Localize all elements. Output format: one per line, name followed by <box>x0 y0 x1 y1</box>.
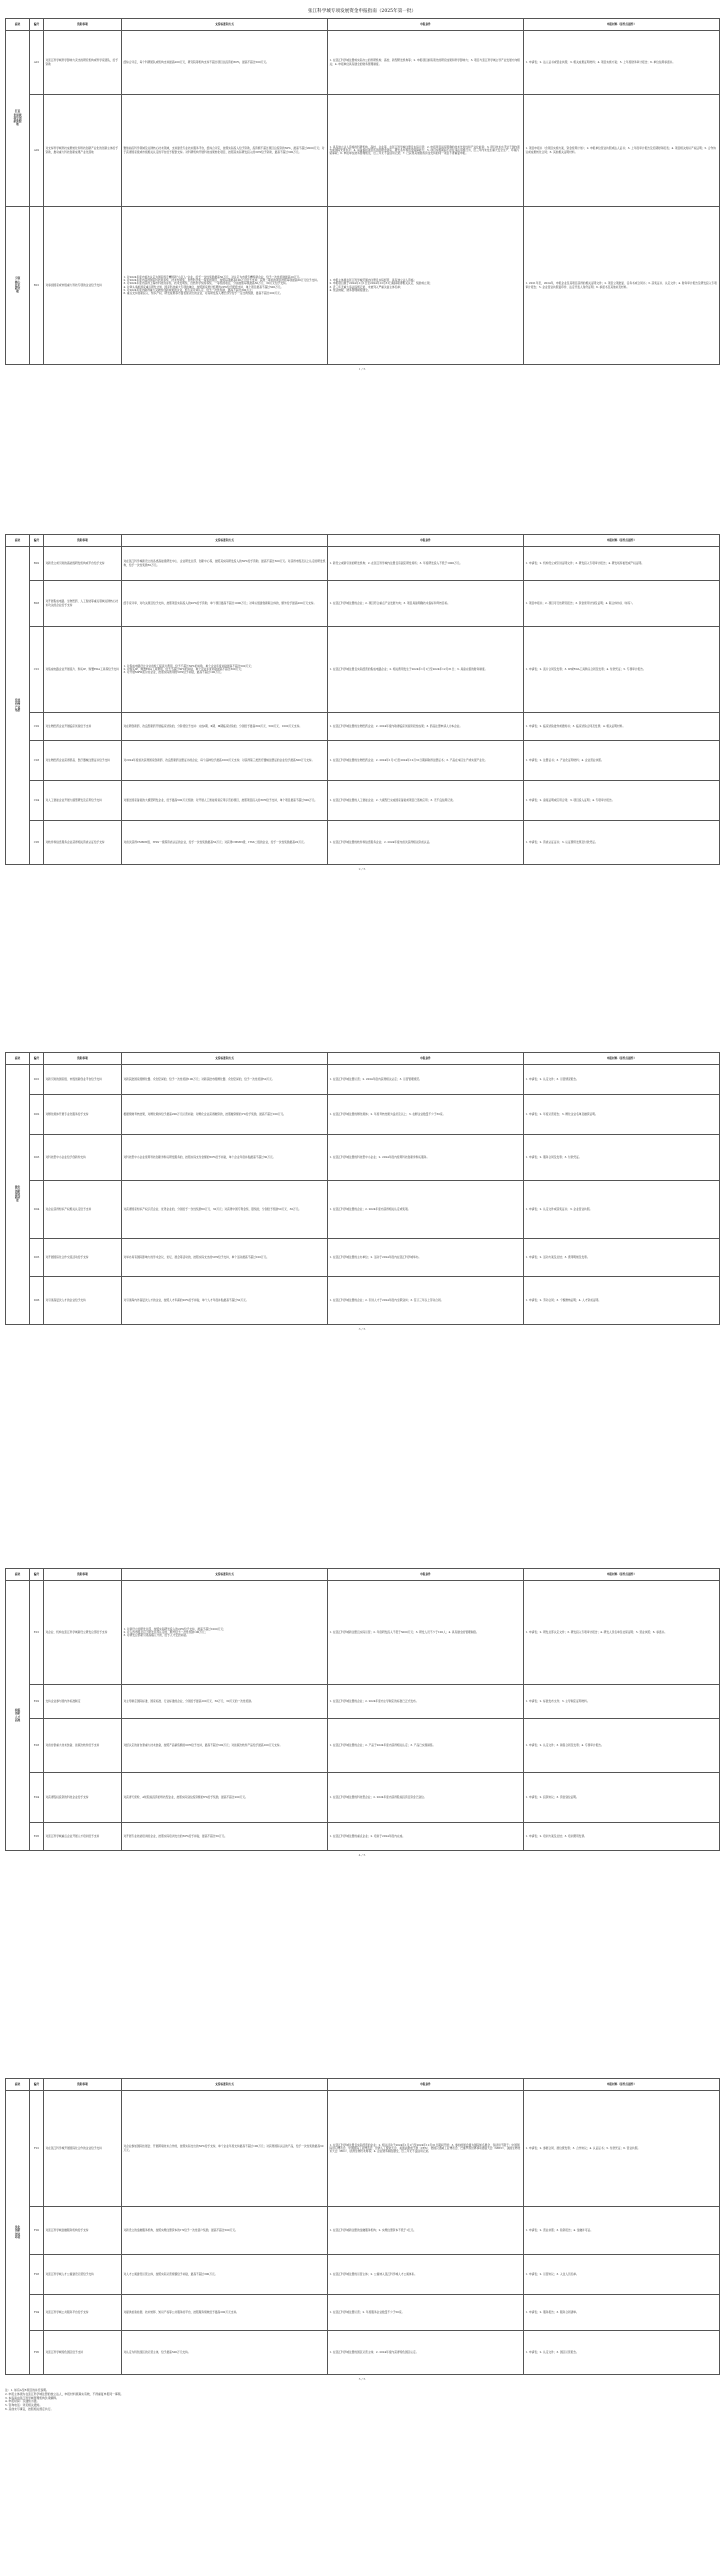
item-code: D05 <box>30 1239 44 1277</box>
item-code: E02 <box>30 1685 44 1719</box>
column-header: 资助事项 <box>44 535 122 547</box>
item-code: F02 <box>30 2207 44 2255</box>
item-code: D03 <box>30 1135 44 1181</box>
eligibility: 1. 在张江科学城注册运营；2. 年度服务企业数量不少于50家。 <box>328 2295 524 2331</box>
item-title: 对新设立或引进的高能级研发机构或平台给予支持 <box>44 547 122 581</box>
eligibility: 1. 在张江科学城注册的主办单位；2. 活动于2024年度内在张江科学城举办。 <box>328 1239 524 1277</box>
eligibility: 1. 在张江科学城注册运营；2. 2024年度内获得相关认定；3. 运营管理规范。 <box>328 1065 524 1095</box>
materials: 1. 项目申报书；2. 项目可行性研究报告；3. 资金使用计划及证明；4. 联合体协议（如有）。 <box>524 581 720 627</box>
eligibility: 1. 在张江科学城新注册的金融服务机构；2. 实缴注册资本不低于1亿元。 <box>328 2207 524 2255</box>
eligibility: 1. 在张江科学城新注册且实际运营；2. 年度研发投入不低于5000万元；3. 研发人员不少于100人；4. 具有健全的管理制度。 <box>328 1581 524 1685</box>
table-row <box>6 1095 720 1135</box>
item-title: 对开展集成电路、生物医药、人工智能等重点领域关键核心技术攻关的企业给予支持 <box>44 581 122 627</box>
support-standard: 对在张江科学城新设立的各类高能级研发中心、企业研发总部、创新中心等，按照其实际研发投入的30%给予资助，最高不超过500万元。对获得市级及以上认定的研发机构，给予一次性奖励50万元。 <box>122 547 328 581</box>
funding-table <box>5 1052 720 1325</box>
materials: 1. 项目申报书（含项目实施方案、资金使用计划）；2. 申报单位营业执照或法人证书；3. 上年度审计报告及近期财务报表；4. 项目相关知识产权证明；5. 合作协议或成果转化合同；6. 其他相关证明材料。 <box>524 95 720 207</box>
item-title: 对生物医药企业获得药品、医疗器械注册证书给予支持 <box>44 741 122 781</box>
table-row <box>6 741 720 781</box>
item-code: E01 <box>30 1581 44 1685</box>
table-row <box>6 1065 720 1095</box>
table-row <box>6 713 720 741</box>
item-title: 对张江科学城特色园区给予支持 <box>44 2331 122 2375</box>
item-title: 对开展国际化合作交流活动给予支持 <box>44 1239 122 1277</box>
table-row <box>6 781 720 821</box>
support-standard: 对通过国家备案的大模型研发企业，给予最高500万元奖励；对开展人工智能场景应用示范的项目，按照项目投入的30%给予支持，单个项目最高不超过300万元。 <box>122 781 328 821</box>
item-code: A01 <box>30 31 44 95</box>
section-label: 优化 创新 创业 环境 <box>6 2091 30 2375</box>
item-title: 对科技型中小企业给予创新券支持 <box>44 1135 122 1181</box>
materials: 1. 申请表；2. 服务合同及发票；3. 付款凭证。 <box>524 1135 720 1181</box>
eligibility: 1. 在张江科学城注册的园区运营主体；2. 2024年度内获得特色园区认定。 <box>328 2331 524 2375</box>
support-standard: 经综合评定，每个科研团队或机构支持最高200万元，研究院等机构支持不超过项目总投资的30%，最高不超过500万元。 <box>122 31 328 95</box>
section-label: 激发 创新 创业 新动 能 <box>6 1065 30 1325</box>
column-header: 支持标准和方式 <box>122 535 328 547</box>
item-title: 对新引进的国家级、市级创新创业平台给予支持 <box>44 1065 122 1095</box>
funding-table <box>5 2078 720 2375</box>
section-label: 发展 高端 产业 集群 <box>6 547 30 865</box>
item-code: F03 <box>30 2255 44 2295</box>
item-title: 对张江科学城科学影响力突出的研究机构或科学家团队，给予资助 <box>44 31 122 95</box>
support-standard: 对提供检验检测、技术转移、知识产权等公共服务的平台，按照服务绩效给予最高200万元支持。 <box>122 2295 328 2331</box>
table-row <box>6 1581 720 1685</box>
eligibility: 1. 在张江科学城注册的企业；2. 项目符合重点产业发展方向；3. 项目具备明确技术指标和考核目标。 <box>328 581 524 627</box>
item-code: D02 <box>30 1095 44 1135</box>
column-header: 申报材料（原件扫描件） <box>524 2079 720 2091</box>
eligibility: 1. 在张江科学城注册的企业；2. 2024年度内主导制定的标准已正式发布。 <box>328 1685 524 1719</box>
table-row <box>6 2255 720 2295</box>
eligibility: 1. 在张江科学城注册的孵化载体；2. 年度考核结果为良好及以上；3. 在孵企业数量不少于30家。 <box>328 1095 524 1135</box>
footnote-line: 4. 申报时间：以通知为准。 <box>5 2399 40 2404</box>
support-standard: 对经认定的首台套重大技术装备，按照产品销售额的20%给予支持，最高不超过500万元；对首版次软件产品给予最高100万元支持。 <box>122 1719 328 1773</box>
item-code: E05 <box>30 1823 44 1851</box>
item-code: E04 <box>30 1773 44 1823</box>
support-standard: 1. 对新设立的研发总部，按照实际研发投入的20%给予支持，最高不超过1000万元； 2. 对入选市级及以上研发总部认定的，额外给予一次性奖励100万元； 3. 对研发总部新引进高端人才的，给予人才安居补贴。 <box>122 1581 328 1685</box>
eligibility: 1. 在张江科学城注册的科技型中小企业；2. 2024年度内使用科技创新券购买服务。 <box>328 1135 524 1181</box>
column-header: 资助事项 <box>44 19 122 31</box>
page-number: 4 / 5 <box>358 1853 366 1857</box>
eligibility: 1. 在张江科学城注册的重点企业；2. 培训于2024年度内完成。 <box>328 1823 524 1851</box>
eligibility: 1. 在张江科学城注册的生物医药企业；2. 2024年1月1日至2024年12月31日期间取得注册证书；3. 产品在本区生产或实现产业化。 <box>328 741 524 781</box>
support-standard: 对企业参加国际性展会、开展跨境技术合作的，按照实际支出的50%给予支持，单个企业年度支持最高不超过100万元；对获得国际认证的产品，给予一次性奖励最高30万元。 <box>122 2091 328 2207</box>
item-title: 对在张江科学城开展国际化合作的企业给予支持 <box>44 2091 122 2207</box>
item-code: C04 <box>30 781 44 821</box>
item-title: 对张江科学城金融服务机构给予支持 <box>44 2207 122 2255</box>
table-header-row <box>6 535 720 547</box>
eligibility: 1. 在张江科学城注册且实际经营的企业；2. 相关活动于2024年1月1日至2024年12月31日期间开展；3. 参加的展会须为国际知名展会，包括但不限于：中国国际进口博览会、中国国际工业博览会、世界人工智能大会、美国消费电子展（CES）、德国汉诺威工业博览会、巴塞罗那世界移动通信大会（MWC）、美国生物技术大会（BIO）、欧洲生物技术周等；4. 企业财务制度健全，近三年无不良信用记录。 <box>328 2091 524 2207</box>
support-standard: 对认定为特色园区的运营主体，给予最高500万元支持。 <box>122 2331 328 2375</box>
eligibility: 1. 在张江科学城注册的人工智能企业；2. 大模型已完成国家备案或项目已落地应用；3. 无不良信用记录。 <box>328 781 524 821</box>
item-title: 对引进高层次人才的企业给予支持 <box>44 1277 122 1325</box>
materials: 1. 申请表；2. 注册证书；3. 产业化证明材料；4. 企业营业执照。 <box>524 741 720 781</box>
column-header: 支持标准和方式 <box>122 2079 328 2091</box>
item-title: 对企业、机构在张江科学城新设立研发总部给予支持 <box>44 1581 122 1685</box>
materials: 1. 申请表；2. 认定文件；3. 园区运营报告。 <box>524 2331 720 2375</box>
item-code: B01 <box>30 207 44 365</box>
table-row <box>6 581 720 627</box>
footnote-line: 6. 其他未尽事宜，按照相关规定执行。 <box>5 2406 54 2411</box>
support-standard: 经专家评审，对攻关项目给予支持，按照项目实际投入的20%给予资助，单个项目最高不超过1000万元；对牵头组建创新联合体的，额外给予最高200万元支持。 <box>122 581 328 627</box>
support-standard: 聚焦前沿科学领域及关键核心技术领域，支持建设专业技术服务平台，经综合评定，按照实际投入给予资助，投资额不超过项目总投资的30%，最高不超过2000万元；对于获得国家级或市级相关认定的平台给予配套支持。对科研机构开展科技成果转化项目，按照其实际研发投入的30%给予资助，最高不超过300万元。 <box>122 95 328 207</box>
column-header: 支持标准和方式 <box>122 19 328 31</box>
table-row <box>6 627 720 713</box>
item-code: F05 <box>30 2331 44 2375</box>
materials: 1. 申请表；2. 标准发布文件；3. 主导制定证明材料。 <box>524 1685 720 1719</box>
column-header: 支持标准和方式 <box>122 1569 328 1581</box>
materials: 1. 申请表；2. 活动方案及总结；3. 费用明细及发票。 <box>524 1239 720 1277</box>
item-title: 对获得股权投资的科技企业给予支持 <box>44 1773 122 1823</box>
item-code: C05 <box>30 821 44 865</box>
table-row <box>6 821 720 865</box>
table-row <box>6 31 720 95</box>
table-header-row <box>6 19 720 31</box>
item-title: 对集成电路企业开展流片、购买IP、购置EDA工具等给予支持 <box>44 627 122 713</box>
section-label: 打造 世界级 科学创 新策源 地 <box>6 31 30 207</box>
column-header: 申报材料（原件扫描件） <box>524 535 720 547</box>
table-row <box>6 2331 720 2375</box>
support-standard: 对人才公寓建设运营主体，按照实际运营规模给予补贴，最高不超过300万元。 <box>122 2255 328 2295</box>
table-row <box>6 1181 720 1239</box>
table-row <box>6 1277 720 1325</box>
footnote-line: 2. 申报主体须为在张江科学城注册的独立法人，申报材料须真实有效，不得重复申报同一事项。 <box>5 2391 124 2396</box>
column-header: 申报材料（原件扫描件） <box>524 19 720 31</box>
table-row <box>6 1135 720 1181</box>
item-code: D06 <box>30 1277 44 1325</box>
column-header: 申报条件 <box>328 19 524 31</box>
funding-table <box>5 1568 720 1851</box>
item-title: 对软件和信息服务企业获得相关资质认证给予支持 <box>44 821 122 865</box>
materials: 1. 申请表；2. 临床试验批件或通知书；3. 临床试验合同及发票；4. 相关证明材料。 <box>524 713 720 741</box>
eligibility: 1. 申报主体须在张江科学城范围内注册且实际经营，具有独立法人资格； 2. 申报项目须于2024年1月1日至2024年12月31日期间取得相关认定、奖励或立项； 3. 近三年无重大违法违规记录、未被列入严重失信主体名单； 4. 依法纳税，财务管理制度健全。 <box>328 207 524 365</box>
column-header: 编号 <box>30 2079 44 2091</box>
column-header: 申报条件 <box>328 535 524 547</box>
table-row <box>6 547 720 581</box>
item-code: D01 <box>30 1065 44 1095</box>
footnote-line: 注：1. 如有A至E项目的补充说明。 <box>5 2388 49 2392</box>
table-row <box>6 2207 720 2255</box>
column-header: 申报条件 <box>328 1053 524 1065</box>
item-code: A02 <box>30 95 44 207</box>
support-standard: 对新获批国家级孵化器、众创空间的，给予一次性奖励100万元；对新获批市级孵化器、众创空间的，给予一次性奖励50万元。 <box>122 1065 328 1095</box>
table-header-row <box>6 2079 720 2091</box>
table-row <box>6 2295 720 2331</box>
page-number: 5 / 5 <box>358 2377 366 2381</box>
item-code: D04 <box>30 1181 44 1239</box>
support-standard: 对开展专业技能培训的企业，按照实际培训支出的50%给予补贴，最高不超过50万元。 <box>122 1823 328 1851</box>
item-title: 对张江科学城人才公寓建设运营给予支持 <box>44 2255 122 2295</box>
materials: 1. 申请表；2. 营业执照；3. 验资报告；4. 金融许可证。 <box>524 2207 720 2255</box>
materials: 1. 申请表；2. 劳动合同；3. 个税缴纳证明；4. 人才资质证明。 <box>524 1277 720 1325</box>
item-code: C02 <box>30 713 44 741</box>
column-header: 板块 <box>6 1569 30 1581</box>
section-label: 引领 核心 技术 新突 破 <box>6 207 30 365</box>
funding-table <box>5 534 720 865</box>
item-code: C03 <box>30 741 44 781</box>
support-standard: 对新设立的金融服务机构，按照实缴注册资本的1%给予一次性落户奖励，最高不超过500万元。 <box>122 2207 328 2255</box>
table-row <box>6 207 720 365</box>
item-title: 对承担国家或市级重大科技专项的企业给予支持 <box>44 207 122 365</box>
page-number: 3 / 5 <box>358 1327 366 1331</box>
table-header-row <box>6 1569 720 1581</box>
item-title: 对首台套重大技术装备、首版次软件给予支持 <box>44 1719 122 1773</box>
support-standard: 对获得天使轮、A轮股权投资的科技型企业，按照实际到位投资额的5%给予奖励，最高不超过200万元。 <box>122 1773 328 1823</box>
support-standard: 根据绩效考核结果，对孵化载体给予最高200万元运营补贴；对孵化企业获得融资的，按照融资额的1%给予奖励，最高不超过100万元。 <box>122 1095 328 1135</box>
support-standard: 对在研创新药、改良型新药开展临床试验的，分阶段给予支持：完成Ⅰ期、Ⅱ期、Ⅲ期临床试验的，分别给予最高300万元、500万元、1000万元支持。 <box>122 713 328 741</box>
table-row <box>6 1719 720 1773</box>
materials: 1. 申请表；2. 投资协议；3. 资金到位证明。 <box>524 1773 720 1823</box>
eligibility: 1. 在张江科学城注册的软件和信息服务企业；2. 2024年度内首次获得相关资质认证。 <box>328 821 524 865</box>
table-row <box>6 2091 720 2207</box>
table-row <box>6 1823 720 1851</box>
table-row <box>6 95 720 207</box>
column-header: 申报材料（原件扫描件） <box>524 1569 720 1581</box>
materials: 1. 申请表；2. 资质认证证书；3. 认证费用发票及付款凭证。 <box>524 821 720 865</box>
materials: 1. 申请表；2. 认定文件；3. 运营情况报告。 <box>524 1065 720 1095</box>
item-title: 对企业获得知识产权相关认定给予支持 <box>44 1181 122 1239</box>
table-row <box>6 1773 720 1823</box>
materials: 1. 申请表；2. 流片合同及发票；3. IP或EDA工具购买合同及发票；4. 付款凭证；5. 专项审计报告。 <box>524 627 720 713</box>
eligibility: 1. 新设立或新引进的研发机构；2. 在张江科学城内注册且有固定研发场所；3. 年度研发投入不低于1000万元。 <box>328 547 524 581</box>
eligibility: 1. 具有独立法人资格的科研机构、高校、企业等，在张江科学城注册且实际运营；2. 申报项目具有明确的技术先进性和产业化前景；3. 项目技术水平处于国内领先或国际先进水平；4. 具备承担项目所需的研发团队、研发条件和资金保障能力；5. 项目实施期间不存在违法违规行为，近三年内未发生重大安全生产、环境污染事故；6. 申报单位财务管理规范，近三年无不良信用记录；7. 已获得其他财政资金支持的同一项目不得重复申报。 <box>328 95 524 207</box>
support-standard: 对引进海内外高层次人才的企业，按照人才年薪的20%给予补贴，单个人才年度补贴最高不超过50万元。 <box>122 1277 328 1325</box>
item-code: C01 <box>30 627 44 713</box>
support-standard: 1. 对集成电路设计企业首轮工程流片费用，给予不超过30%的补贴，单个企业年度补贴最高不超过500万元； 2. 对购买IP、购置EDA工具费用，给予不超过30%的补贴，单个企业年度补贴最高不超过300万元； 3. 对开展MPW流片的企业，按照实际费用的50%给予补贴，最高不超过100万元。 <box>122 627 328 713</box>
item-title: 对张江科学城公共服务平台给予支持 <box>44 2295 122 2331</box>
item-code: F04 <box>30 2295 44 2331</box>
item-title: 对张江科学城重点企业开展人才培训给予支持 <box>44 1823 122 1851</box>
table-row <box>6 1239 720 1277</box>
column-header: 申报材料（原件扫描件） <box>524 1053 720 1065</box>
item-title: 对支持科学城科技成果转化和科技创新产业化的创新主体给予资助，推动重大科技创新成果产业化落地 <box>44 95 122 207</box>
materials: 1. 申请表；2. 服务报告；3. 服务合同清单。 <box>524 2295 720 2331</box>
table-header-row <box>6 1053 720 1065</box>
column-header: 编号 <box>30 535 44 547</box>
eligibility: 1. 在张江科学城注册的运营主体；2. 公寓纳入张江科学城人才公寓体系。 <box>328 2255 524 2295</box>
eligibility: 1. 在张江科学城注册的企业；2. 引进人才于2024年度内全职到岗；3. 签订三年以上劳动合同。 <box>328 1277 524 1325</box>
materials: 1. 申请表；2. 法人证书或营业执照；3. 相关成果证明材料；4. 项目实施方案；5. 上年度财务审计报告；6. 单位信用承诺书。 <box>524 31 720 95</box>
item-code: B03 <box>30 581 44 627</box>
item-title: 支持企业参与国内外标准制定 <box>44 1685 122 1719</box>
column-header: 申报条件 <box>328 1569 524 1581</box>
materials: 1. 申请表；2. 机构设立或引进证明文件；3. 研发投入专项审计报告；4. 研发场所租赁或产权证明。 <box>524 547 720 581</box>
materials: 1. 申请表；2. 培训方案及总结；3. 培训费用发票。 <box>524 1823 720 1851</box>
materials: 1. 申请表；2. 参展合同、展位费发票；3. 合作协议；4. 认证证书；5. 付款凭证；6. 营业执照。 <box>524 2091 720 2207</box>
materials: 1. 申请表；2. 年度运营报告；3. 孵化企业名单及融资证明。 <box>524 1095 720 1135</box>
column-header: 资助事项 <box>44 1569 122 1581</box>
support-standard: 对首次获得CMMI5级、ITSS一级等资质认证的企业，给予一次性奖励最高50万元；对获得CMMI3级、ITSS二级的企业，给予一次性奖励最高20万元。 <box>122 821 328 865</box>
eligibility: 1. 在张江科学城注册的生物医药企业；2. 2024年度内取得临床试验阶段性成果；3. 药品注册申请人为本企业。 <box>328 713 524 741</box>
eligibility: 1. 在张江科学城注册的企业；2. 2024年度内获得相关认定或奖项。 <box>328 1181 524 1239</box>
column-header: 板块 <box>6 1053 30 1065</box>
column-header: 板块 <box>6 2079 30 2091</box>
item-title: 对孵化载体开展专业化服务给予支持 <box>44 1095 122 1135</box>
column-header: 编号 <box>30 19 44 31</box>
item-title: 对生物医药企业开展临床试验给予支持 <box>44 713 122 741</box>
column-header: 资助事项 <box>44 2079 122 2091</box>
support-standard: 对获得国家知识产权示范企业、优势企业的，分别给予一次性奖励50万元、30万元；对获得中国专利金奖、银奖的，分别给予奖励50万元、30万元。 <box>122 1181 328 1239</box>
eligibility: 1. 在张江科学城注册的科技型企业；2. 2024年度内获得股权投资且资金已到位。 <box>328 1773 524 1823</box>
eligibility: 1. 在张江科学城注册的企业；2. 产品于2024年度内获得相关认定；3. 产品已实现销售。 <box>328 1719 524 1773</box>
item-code: F01 <box>30 2091 44 2207</box>
materials: 1. 申请表；2. 认定文件或获奖证书；3. 企业营业执照。 <box>524 1181 720 1239</box>
materials: 1. 申请表；2. 备案证明或应用合同；3. 项目投入证明；4. 专项审计报告。 <box>524 781 720 821</box>
column-header: 板块 <box>6 19 30 31</box>
document-title: 张江科学城专项发展资金申报指南（2025年第一批） <box>307 9 417 14</box>
section-label: 构筑 创新 人才 高地 <box>6 1581 30 1851</box>
table-row <box>6 1685 720 1719</box>
materials: 1. 申请表；2. 认定文件；3. 销售合同及发票；4. 专项审计报告。 <box>524 1719 720 1773</box>
column-header: 支持标准和方式 <box>122 1053 328 1065</box>
funding-table <box>5 18 720 365</box>
footnote-line: 5. 咨询电话：详见相关通知。 <box>5 2403 43 2408</box>
item-code: B02 <box>30 547 44 581</box>
footnotes <box>5 2389 719 2412</box>
page-number: 2 / 5 <box>358 867 366 871</box>
column-header: 编号 <box>30 1053 44 1065</box>
materials: 1. 申请表；2. 运营协议；3. 入住人员名单。 <box>524 2255 720 2295</box>
item-title: 对人工智能企业开展大模型研发及应用给予支持 <box>44 781 122 821</box>
column-header: 申报条件 <box>328 2079 524 2091</box>
support-standard: 对2024年度首次获得国家创新药、改良型新药注册证书的企业，每个品种给予最高1000万元支持；对获得第三类医疗器械注册证的企业给予最高300万元支持。 <box>122 741 328 781</box>
column-header: 资助事项 <box>44 1053 122 1065</box>
footnote-line: 3. 本指南由张江科学城管理机构负责解释。 <box>5 2395 59 2400</box>
eligibility: 1. 在张江科学城注册且实际经营的集成电路企业；2. 相关费用发生于2024年1月1日至2024年12月31日；3. 具备完善的财务制度。 <box>328 627 524 713</box>
support-standard: 对科技型中小企业使用科技创新券购买研发服务的，按照实际支付金额的50%给予补贴，单个企业年度补贴最高不超过30万元。 <box>122 1135 328 1181</box>
materials: 1. 2021年至，2024年，申报企业及其项目获得的相关证明文件；2. 项目立项批复、任务书或合同书；3. 获奖证书、认定文件；4. 财务审计报告及研发投入专项审计报告；5. 企业营业执照复印件、法定代表人身份证明；6. 承诺书及其他补充材料。 <box>524 207 720 365</box>
support-standard: 对主导制定国际标准、国家标准、行业标准的企业，分别给予最高100万元、50万元、30万元的一次性奖励。 <box>122 1685 328 1719</box>
eligibility: 1. 在张江科学城注册或实际办公的科研机构、高校、新型研发机构等；2. 申报项目拥有领先的研究成果和科学影响力；3. 项目与张江科学城主导产业发展方向相关；4. 申报单位具有健全的财务管理制度。 <box>328 31 524 95</box>
column-header: 板块 <box>6 535 30 547</box>
page-number: 1 / 5 <box>358 367 366 371</box>
materials: 1. 申请表；2. 研发总部认定文件；3. 研发投入专项审计报告；4. 研发人员名单及社保证明；5. 营业执照；6. 承诺书。 <box>524 1581 720 1685</box>
support-standard: 1. 对2024年度内首次认定为国家级专精特新“小巨人”企业，给予一次性奖励最高50万元，对认定为市级专精特新企业，给予一次性奖励最高10万元。 2. 对2024年度内获得国家科技进步奖、技术发明奖、自然科学奖一等奖的项目，按照每项最高100万元给予支持；获得二等奖的项目按照每项最高50万元给予支持。 3. 对2024年度内获得上海市科技进步奖、技术发明奖、自然科学奖特等奖、一等奖的项目，分别按照每项最高50万元、30万元给予支持。 4. 对牵头承担国家重点研发计划、国家科技重大专项的单位，按照国家拨付经费的20%给予配套支持，单个项目最高不超过500万元。 5. 对2024年度内取得重大突破性创新成果的企业，经专家评审认定，给予一次性奖励，最高不超过300万元； 6. 重点支持创新投入、知识产权、研发成果等方面表现突出的企业，对其研发投入增长部分给予一定比例奖励，最高不超过200万元。 <box>122 207 328 365</box>
support-standard: 对举办具有国际影响力的学术会议、论坛、展会等活动的，按照实际支出的50%给予支持，单个活动最高不超过100万元。 <box>122 1239 328 1277</box>
column-header: 编号 <box>30 1569 44 1581</box>
item-code: E03 <box>30 1719 44 1773</box>
